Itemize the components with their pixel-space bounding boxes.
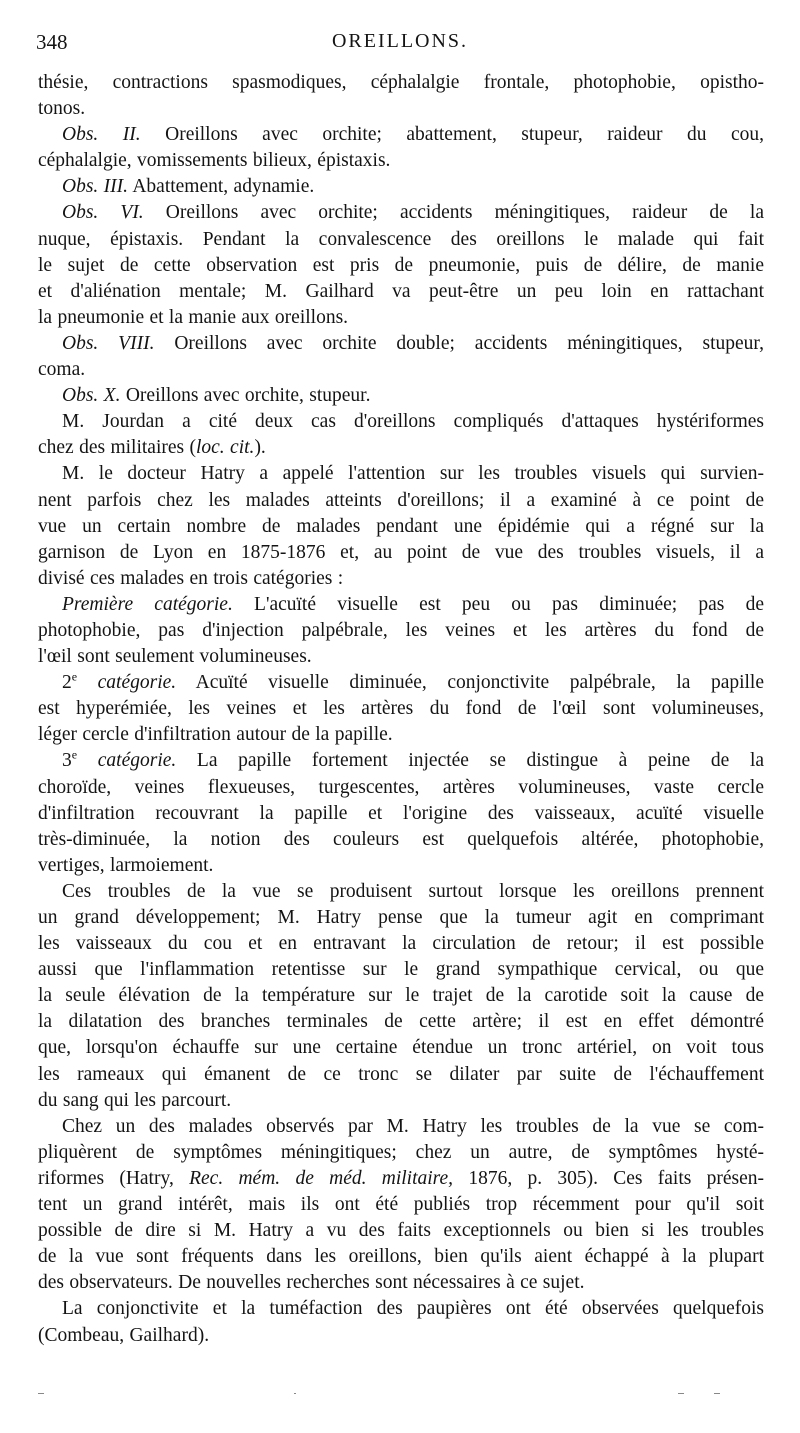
- text-line: [38, 957, 764, 983]
- text-line: [38, 305, 764, 331]
- text-line: [38, 409, 764, 435]
- text-segment: garnison de Lyon en 1875-1876 et, au point de vue des troubles visuels, il a: [38, 541, 764, 563]
- text-segment: la dilatation des branches terminales de cette artère; il est en effet démontré: [38, 1011, 764, 1033]
- text-segment: chez des militaires (: [38, 437, 196, 459]
- text-line: [38, 853, 764, 879]
- print-mark: [678, 1393, 684, 1394]
- text-segment: Oreillons avec orchite double; accidents méningitiques, stupeur,: [154, 332, 764, 354]
- text-line: [38, 514, 764, 540]
- text-segment: 1876, p. 305). Ces faits présen-: [453, 1167, 764, 1189]
- text-line: [38, 1140, 764, 1166]
- text-segment: les rameaux qui émanent de ce tronc se dilater par suite de l'échauffement: [38, 1063, 764, 1085]
- text-line: [38, 983, 764, 1009]
- running-title: OREILLONS.: [331, 30, 469, 52]
- italic-text: Obs. III.: [62, 176, 129, 198]
- text-segment: M. Jourdan a cité deux cas d'oreillons compliqués d'attaques hystériformes: [62, 411, 764, 433]
- text-line: [38, 566, 764, 592]
- text-segment: est hyperémiée, les veines et les artères du fond de l'œil sont volumineuses,: [38, 698, 764, 720]
- body-text: [38, 70, 764, 1349]
- text-line: [38, 592, 764, 618]
- text-line: [38, 435, 764, 461]
- text-segment: La conjonctivite et la tuméfaction des paupières ont été observées quelquefois: [62, 1298, 764, 1320]
- superscript: e: [71, 748, 78, 762]
- text-line: [38, 879, 764, 905]
- text-line: [38, 827, 764, 853]
- text-line: [38, 488, 764, 514]
- italic-text: loc. cit.: [195, 437, 255, 459]
- text-line: [38, 801, 764, 827]
- text-line: [38, 775, 764, 801]
- text-line: [38, 461, 764, 487]
- text-segment: possible de dire si M. Hatry a vu des faits exceptionnels ou bien si les troubles: [38, 1220, 764, 1242]
- text-line: [38, 70, 764, 96]
- text-line: [38, 122, 764, 148]
- text-segment: léger cercle d'infiltration autour de la papille.: [38, 724, 393, 746]
- text-line: [38, 1296, 764, 1322]
- italic-text: Obs. X.: [62, 385, 121, 407]
- text-line: [38, 1088, 764, 1114]
- text-line: [38, 644, 764, 670]
- text-line: [38, 253, 764, 279]
- text-segment: d'infiltration recouvrant la papille et l'origine des vaisseaux, acuïté visuelle: [38, 802, 764, 824]
- text-segment: Acuïté visuelle diminuée, conjonctivite palpébrale, la papille: [176, 672, 764, 694]
- text-segment: [77, 672, 98, 693]
- footer-marks: [38, 1393, 764, 1401]
- text-segment: les vaisseaux du cou et en entravant la circulation de retour; il est possible: [38, 933, 764, 955]
- italic-text: Première catégorie.: [62, 593, 233, 615]
- text-line: [38, 748, 764, 774]
- text-line: [38, 227, 764, 253]
- text-segment: des observateurs. De nouvelles recherches sont nécessaires à ce sujet.: [38, 1272, 585, 1294]
- text-segment: très-diminuée, la notion des couleurs est quelquefois altérée, photophobie,: [38, 828, 764, 850]
- text-line: [38, 200, 764, 226]
- text-segment: la seule élévation de la température sur le trajet de la carotide soit la cause de: [38, 985, 764, 1007]
- text-line: [38, 148, 764, 174]
- text-line: [38, 383, 764, 409]
- text-segment: Ces troubles de la vue se produisent surtout lorsque les oreillons prennent: [62, 880, 764, 902]
- text-line: [38, 931, 764, 957]
- text-segment: L'acuïté visuelle est peu ou pas diminuée; pas de: [232, 593, 764, 615]
- text-line: [38, 1062, 764, 1088]
- text-segment: ).: [254, 437, 266, 459]
- text-line: [38, 1323, 764, 1349]
- page-number: 348: [36, 30, 68, 54]
- text-segment: photophobie, pas d'injection palpébrale, les veines et les artères du fond de: [38, 619, 764, 641]
- text-segment: Oreillons avec orchite, stupeur.: [120, 385, 371, 407]
- text-segment: que, lorsqu'on échauffe sur une certaine étendue un tronc artériel, on voit tous: [38, 1037, 764, 1059]
- text-segment: riformes (Hatry,: [38, 1167, 190, 1189]
- text-line: [38, 1192, 764, 1218]
- text-line: [38, 331, 764, 357]
- italic-text: Rec. mém. de méd. militaire,: [189, 1167, 454, 1189]
- text-segment: [77, 750, 98, 771]
- italic-text: Obs. VIII.: [62, 332, 155, 354]
- text-segment: le sujet de cette observation est pris de pneumonie, puis de délire, de manie: [38, 254, 764, 276]
- text-line: [38, 1244, 764, 1270]
- text-segment: La papille fortement injectée se distingue à peine de la: [176, 750, 764, 772]
- text-segment: thésie, contractions spasmodiques, céphalalgie frontale, photophobie, opistho-: [38, 72, 764, 93]
- text-segment: Oreillons avec orchite; abattement, stupeur, raideur du cou,: [140, 124, 764, 146]
- text-segment: divisé ces malades en trois catégories :: [38, 567, 344, 589]
- text-segment: Abattement, adynamie.: [128, 176, 315, 198]
- text-segment: 2: [62, 672, 72, 694]
- text-segment: la pneumonie et la manie aux oreillons.: [38, 306, 349, 328]
- text-segment: Oreillons avec orchite; accidents méningitiques, raideur de la: [143, 202, 764, 224]
- text-segment: céphalalgie, vomissements bilieux, épistaxis.: [38, 150, 391, 172]
- text-segment: nent parfois chez les malades atteints d'oreillons; il a examiné à ce point de: [38, 489, 764, 511]
- text-segment: 3: [62, 750, 72, 772]
- italic-text: Obs. VI.: [62, 202, 144, 224]
- text-line: [38, 96, 764, 122]
- text-segment: tonos.: [38, 98, 86, 120]
- text-segment: du sang qui les parcourt.: [38, 1089, 232, 1111]
- print-mark: [38, 1393, 44, 1394]
- text-line: [38, 1218, 764, 1244]
- text-line: [38, 618, 764, 644]
- text-segment: M. le docteur Hatry a appelé l'attention sur les troubles visuels qui survien-: [62, 463, 764, 485]
- text-line: [38, 722, 764, 748]
- print-mark: [714, 1393, 720, 1394]
- text-segment: et d'aliénation mentale; M. Gailhard va peut-être un peu loin en rattachant: [38, 280, 764, 302]
- text-segment: vertiges, larmoiement.: [38, 854, 214, 876]
- text-segment: un grand développement; M. Hatry pense que la tumeur agit en comprimant: [38, 907, 764, 928]
- text-line: [38, 540, 764, 566]
- italic-text: catégorie.: [97, 750, 177, 772]
- text-segment: coma.: [38, 359, 86, 381]
- text-line: [38, 1114, 764, 1140]
- text-line: [38, 279, 764, 305]
- print-mark: [294, 1393, 296, 1394]
- text-line: [38, 670, 764, 696]
- text-line: [38, 1270, 764, 1296]
- text-segment: vue un certain nombre de malades pendant une épidémie qui a régné sur la: [38, 515, 764, 537]
- text-segment: choroïde, veines flexueuses, turgescentes, artères volumineuses, vaste cercle: [38, 776, 764, 798]
- text-segment: l'œil sont seulement volumineuses.: [38, 646, 312, 668]
- text-segment: tent un grand intérêt, mais ils ont été publiés trop récemment pour qu'il soit: [38, 1194, 764, 1216]
- text-line: [38, 1166, 764, 1192]
- superscript: e: [71, 670, 78, 684]
- text-line: [38, 1035, 764, 1061]
- page-header: [36, 30, 764, 58]
- text-segment: (Combeau, Gailhard).: [38, 1324, 210, 1346]
- italic-text: catégorie.: [97, 672, 177, 694]
- text-segment: pliquèrent de symptômes méningitiques; chez un autre, de symptômes hysté-: [38, 1141, 764, 1163]
- italic-text: Obs. II.: [62, 124, 141, 146]
- text-line: [38, 1009, 764, 1035]
- text-line: [38, 357, 764, 383]
- text-segment: Chez un des malades observés par M. Hatry les troubles de la vue se com-: [62, 1115, 764, 1137]
- text-line: [38, 905, 764, 931]
- text-segment: de la vue sont fréquents dans les oreillons, bien qu'ils aient échappé à la plupart: [38, 1246, 764, 1268]
- text-line: [38, 174, 764, 200]
- text-segment: aussi que l'inflammation retentisse sur le grand sympathique cervical, ou que: [38, 959, 764, 981]
- text-line: [38, 696, 764, 722]
- text-segment: nuque, épistaxis. Pendant la convalescence des oreillons le malade qui fait: [38, 228, 764, 250]
